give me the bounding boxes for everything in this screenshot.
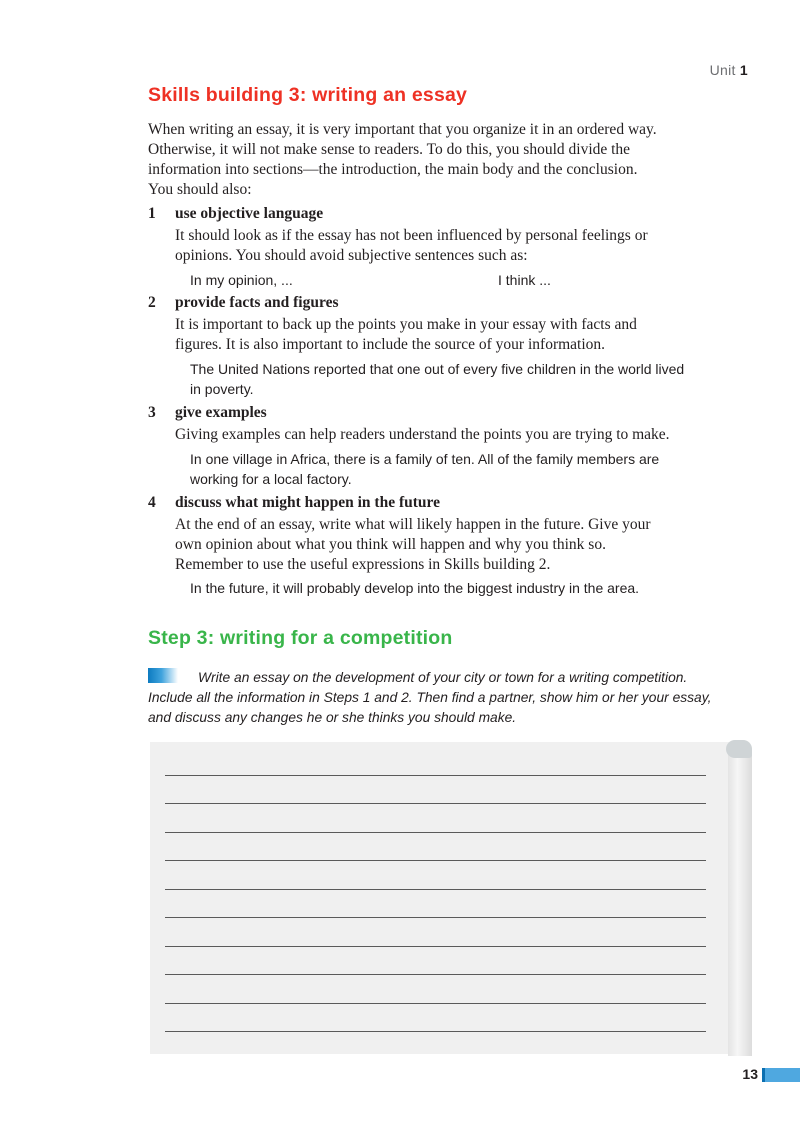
unit-number: 1 [739,62,748,78]
item-3-example-line-2: working for a local factory. [190,471,352,487]
paper-curl-edge [728,740,752,1056]
item-title-3: give examples [175,404,267,421]
item-number-4: 4 [148,494,156,511]
writing-line[interactable] [165,889,706,890]
item-4-example-line-1: In the future, it will probably develop into the biggest industry in the area. [190,580,640,596]
item-1-text-line-1: It should look as if the essay has not been influenced by personal feelings or [175,227,648,244]
step-3-heading: Step 3: writing for a competition [148,627,453,649]
item-1-example-2: I think ... [498,272,551,288]
item-title-2: provide facts and figures [175,294,339,311]
writing-line[interactable] [165,803,706,804]
writing-line[interactable] [165,832,706,833]
writing-line[interactable] [165,946,706,947]
writing-line[interactable] [165,917,706,918]
item-3-example-line-1: In one village in Africa, there is a family of ten. All of the family members are [190,451,660,467]
item-2-text-line-2: figures. It is also important to include the source of your information. [175,336,606,353]
intro-line-2: Otherwise, it will not make sense to readers. To do this, you should divide the [148,141,631,158]
page-number: 13 [742,1066,758,1082]
item-4-text-line-1: At the end of an essay, write what will likely happen in the future. Give your [175,516,651,533]
skills-building-heading: Skills building 3: writing an essay [148,84,468,106]
item-title-1: use objective language [175,205,324,222]
item-1-text-line-2: opinions. You should avoid subjective sentences such as: [175,247,528,264]
item-number-1: 1 [148,205,156,222]
paper-curl-top [726,740,752,758]
unit-label [710,62,748,78]
item-2-example-line-1: The United Nations reported that one out of every five children in the world lived [190,361,685,377]
item-title-4: discuss what might happen in the future [175,494,440,511]
writing-line[interactable] [165,775,706,776]
instruction-line-1: Write an essay on the development of your city or town for a writing competition. [198,670,688,685]
intro-line-3: information into sections—the introduction, the main body and the conclusion. [148,161,638,178]
item-2-text-line-1: It is important to back up the points you make in your essay with facts and [175,316,637,333]
writing-line[interactable] [165,860,706,861]
unit-label-text: Unit [709,62,736,78]
writing-line[interactable] [165,1031,706,1032]
writing-paper [150,742,745,1054]
item-1-example-1: In my opinion, ... [190,272,293,288]
instruction-line-2: Include all the information in Steps 1 and 2. Then find a partner, show him or her your essay, [148,690,712,705]
page-tab-bar [762,1068,800,1082]
writing-line[interactable] [165,1003,706,1004]
item-4-text-line-2: own opinion about what you think will happen and why you think so. [175,536,606,553]
item-number-3: 3 [148,404,156,421]
intro-line-4: You should also: [148,181,252,198]
writing-line[interactable] [165,974,706,975]
instruction-line-3: and discuss any changes he or she thinks you should make. [148,710,517,725]
intro-line-1: When writing an essay, it is very important that you organize it in an ordered way. [148,121,657,138]
item-3-text-line-1: Giving examples can help readers understand the points you are trying to make. [175,426,670,443]
item-number-2: 2 [148,294,156,311]
item-4-text-line-3: Remember to use the useful expressions in Skills building 2. [175,556,551,573]
item-2-example-line-2: in poverty. [190,381,254,397]
page-tab-bar-edge [762,1068,765,1082]
